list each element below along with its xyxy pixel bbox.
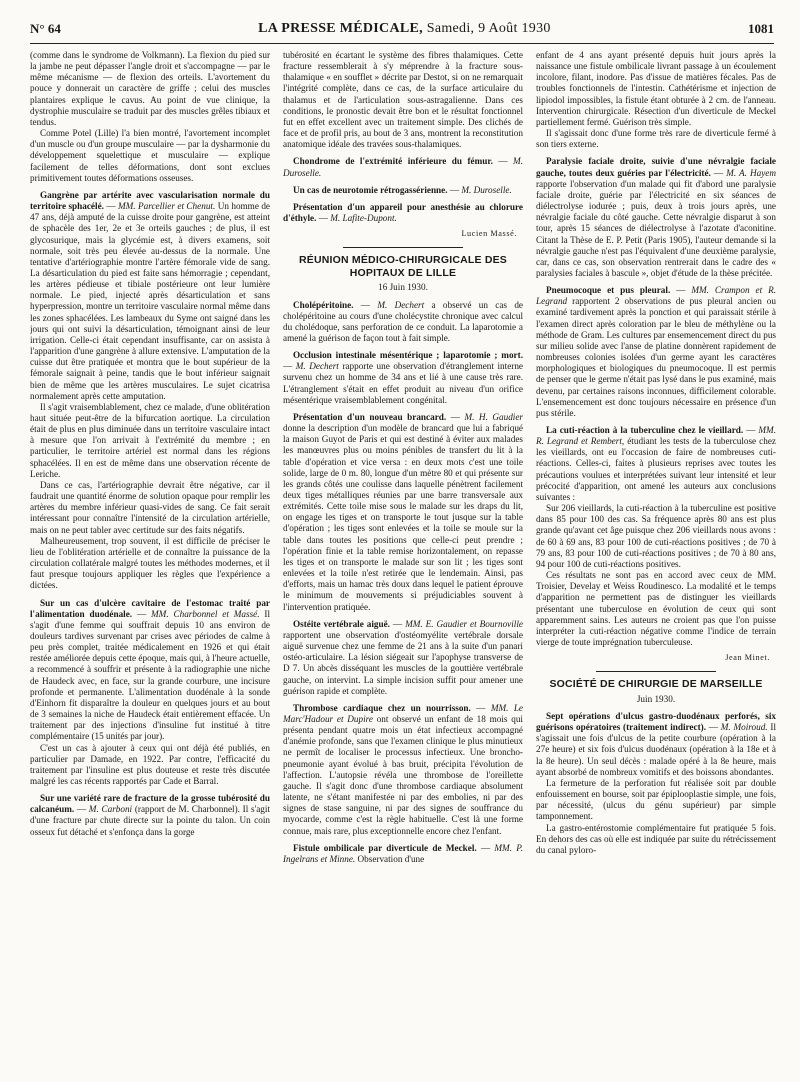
paragraph: tubérosité en écartant le système des fibres thalamiques. Cette fracture ressemblerait à s'y méprendre à la fracture sous-thalamique « en soufflet » décrite par Destot, si on ne remarquait l'intégrité complète, dans ce cas, de la surface articulaire du thalamus et de l'articulation sous-astragalienne. Dans ces conditions, le pronostic devait être bon et le résultat fonctionnel fut en effet excellent avec un traitement simple. Des clichés de face et de profil pris, au bout de 3 ans, montrent la reconstitution anatomique idéale des travées sous-thalamiques.: [283, 50, 523, 150]
abstract-text: Il s'agit d'une femme qui souffrait depuis 10 ans environ de douleurs tardives survenant par crises avec périodes de calme à peu près complet, traitée médicalement en 1926 et qui était restée améliorée depuis cette époque, mais qui, à l'heure actuelle, a recommencé à souffrir et présente à la radiographie une niche de Haudeck avec, en face, sur la grande courbure, une incisure profonde et permanente. L'alimentation duodénale à la sonde d'Einhorn fit disparaître la douleur en quelques jours et au bout de 3 semaines la niche de Haudeck était entièrement effacée. Un traitement par des injections d'insuline fut institué à titre complémentaire (15 unités par jour).: [30, 608, 270, 742]
abstract-text: donne la description d'un modèle de brancard que lui a fabriqué la maison Guyot de Paris et qui est destiné à éviter aux malades les manœuvres plus ou moins pénibles de transfert du lit à la table d'opération et vice versa : en deux mots c'est une toile solide, large de 0 m. 80, longue d'un mètre 80 et qui présente sur les grands côtés une coulisse dans laquelle pénètrent facilement deux tiges métalliques réunies par une barre transversale aux extrémités. Cette toile mise sous le malade sur les draps du lit, on engage les tiges et on transporte le tout jusque sur la table d'opération ; les tiges sont enlevées et la toile se moule sur la table dans toutes les positions que celle-ci peut prendre ; l'opération finie et la table remise horizontalement, on repasse les tiges et on transporte le malade sur son lit ; les tiges sont enlevées et la toile n'est retirée que le lendemain. Ainsi, pas d'efforts, mais un hamac très doux dans lequel le patient éprouve le minimum de mouvements si préjudiciables souvent à l'intervention pratiquée.: [283, 423, 523, 612]
signature: Lucien Massé.: [461, 229, 517, 239]
paragraph: Comme Potel (Lille) l'a bien montré, l'avortement incomplet d'un muscle ou d'un groupe musculaire — par la dysharmonie du développement squelettique et musculaire — explique facilement de telles déformations, dont sont exclues primitivement toutes déformations osseuses.: [30, 128, 270, 183]
column-2: [283, 50, 523, 1074]
abstract-authors: MM. Le Marc'Hadour et Dupire: [283, 702, 523, 724]
abstract-authors: M. Moiroud.: [720, 722, 768, 733]
abstract-text: Observation d'une: [355, 853, 425, 864]
abstract-entry: Présentation d'un appareil pour anesthésie au chlorure d'éthyle. — M. Lafite-Dupont.: [283, 201, 523, 224]
abstract-authors: M. Carboni: [88, 804, 133, 815]
abstract-entry: Un cas de neurotomie rétrogassérienne. — M. Duroselle.: [293, 184, 512, 195]
abstract-entry: Thrombose cardiaque chez un nourrisson. — MM. Le Marc'Hadour et Dupire ont observé un enfant de 18 mois qui présenta pendant quatre mois un état infectieux accompagné d'anémie profonde, sans que l'examen clinique le plus minutieux ne permît de localiser le processus infectieux. Une broncho-pneumonie ayant évolué à bas bruit, précipita l'évolution de l'affection. L'autopsie révéla une thrombose de l'oreillette gauche. Il s'agit donc d'une thrombose cardiaque absolument latente, ne s'étant manifestée ni par des embolies, ni par des signes de stase sanguine, ni par des signes de souffrance du myocarde, comme c'est la règle habituelle. C'est là une forme connue, mais rare, plus exceptionnelle encore chez l'enfant.: [283, 702, 523, 836]
abstract-entry: Sur un cas d'ulcère cavitaire de l'estomac traité par l'alimentation duodénale. — MM. Charbonnel et Massé. Il s'agit d'une femme qui souffrait depuis 10 ans environ de douleurs tardives survenant par crises avec périodes de calme à peu près complet, traitée médicalement en 1926 et qui était restée améliorée depuis cette époque, mais qui, à l'heure actuelle, a recommencé à souffrir et présente à la radiographie une niche de Haudeck avec, en face, sur la grande courbure, une incisure profonde et permanente. L'alimentation duodénale à la sonde d'Einhorn fit disparaître la douleur en quelques jours et au bout de 3 semaines la niche de Haudeck était entièrement effacée. Un traitement par des injections d'insuline fut institué à titre complémentaire (15 unités par jour).: [30, 597, 270, 742]
abstract-title: Fistule ombilicale par diverticule de Meckel.: [293, 842, 477, 853]
paragraph: La gastro-entérostomie complémentaire fut pratiquée 5 fois. En dehors des cas où elle est indiquée par suite du rétrécissement du canal pyloro-: [536, 822, 776, 855]
abstract-entry: La cuti-réaction à la tuberculine chez le vieillard. — MM. R. Legrand et Rembert, étudiant les tests de la tuberculose chez les vieillards, ont eu l'occasion de faire de nombreuses cuti-réactions. Celles-ci, faites à plusieurs reprises avec toutes les précautions voulues et interprétées suivant leur intensité et leur précocité d'apparition, ont amené les auteurs aux conclusions suivantes :: [536, 425, 776, 502]
section-date: Juin 1930.: [636, 693, 676, 704]
section-divider: [343, 247, 463, 248]
abstract-entry: Ostéite vertébrale aiguë. — MM. E. Gaudier et Bournoville rapportent une observation d'ostéomyélite vertébrale dorsale aiguë survenue chez une femme de 21 ans à la suite d'un panari ostéo-articulaire. La lésion siégeait sur l'apophyse transverse de D 7. Un abcès disséquant les muscles de la gouttière vertébrale gauche, on intervint. La simple incision suffit pour amener une guérison rapide et complète.: [283, 618, 523, 696]
abstract-text: Il s'agissait une fois d'ulcus de la petite courbure (opération à la 27e heure) et six fois d'ulcus duodénaux (opération à la 18e et à la 8e heure). Un seul décès : malade opéré à la 8e heure, mais ayant absorbé de nombreux vomitifs et des boissons abondantes.: [536, 722, 776, 777]
section-divider: [596, 671, 716, 672]
abstract-title: Présentation d'un nouveau brancard.: [293, 411, 447, 422]
abstract-text: rapportent 2 observations de pus pleural ancien ou examiné tardivement après la ponction et qui paraissait stérile à l'examen direct après coloration par le bleu de méthylène ou la méthode de Gram. Les cultures par ensemencement direct du pus sur milieu solide avec l'anse de platine donnèrent rapidement de nombreuses colonies isolées d'un germe ayant les caractères morphologiques et biologiques du pneumocoque. Il est permis de penser que le germe n'était pas lysé dans le pus examiné, mais devenu, par certaines raisons inconnues, difficilement colorable. L'ensemencement est donc toujours nécessaire en présence d'un pus stérile.: [536, 296, 776, 418]
abstract-text: étudiant les tests de la tuberculose chez les vieillards, ont eu l'occasion de faire de nombreuses cuti-réactions. Celles-ci, faites à plusieurs reprises avec toutes les précautions voulues et interprétées suivant leur intensité et leur précocité d'apparition, ont amené les auteurs aux conclusions suivantes :: [536, 436, 776, 502]
abstract-text: ont observé un enfant de 18 mois qui présenta pendant quatre mois un état infectieux accompagné d'anémie profonde, sans que l'examen clinique le plus minutieux ne permît de localiser le processus infectieux. Une broncho-pneumonie ayant évolué à bas bruit, précipita l'évolution de l'affection. L'autopsie révéla une thrombose de l'oreillette gauche. Il s'agit donc d'une thrombose cardiaque absolument latente, ne s'étant manifestée ni par des embolies, ni par des signes de stase sanguine, ni par des signes de souffrance du myocarde, comme c'est la règle habituelle. C'est là une forme connue, mais rare, plus exceptionnelle encore chez l'enfant.: [283, 713, 523, 836]
abstract-title: Sur un cas d'ulcère cavitaire de l'estomac traité par l'alimentation duodénale.: [30, 597, 270, 619]
abstract-title: Présentation d'un appareil pour anesthésie au chlorure d'éthyle.: [283, 201, 523, 224]
abstract-title: Thrombose cardiaque chez un nourrisson.: [293, 702, 471, 713]
paragraph: (comme dans le syndrome de Volkmann). La flexion du pied sur la jambe ne peut dépasser l'angle droit et s'accompagne — par le même mécanisme — de flexion des orteils. L'avortement du pouce y donnerait un caractère de griffe ; celui des muscles plantaires explique le cavus. Au point de vue clinique, la dystrophie musculaire se traduit par des muscles grêles tibiaux et tendus.: [30, 50, 270, 127]
abstract-entry: Occlusion intestinale mésentérique ; laparotomie ; mort. — M. Dechert rapporte une observation d'étranglement interne survenu chez un homme de 34 ans et lié à une cause très rare. L'étranglement s'était en effet produit au niveau d'un orifice mésentérique vraisemblablement congénital.: [283, 350, 523, 405]
paragraph: Ces résultats ne sont pas en accord avec ceux de MM. Troisier, Develay et Weiss Roudinesco. La modalité et le temps d'apparition ne permettent pas de distinguer les vieillards présentant une tuberculose en évolution de ceux qui sont apparemment sains. Les auteurs ne croient pas que l'on puisse interpréter la cuti-réaction négative comme l'indice de terrain vierge de toute imprégnation tuberculeuse.: [536, 570, 776, 647]
abstract-entry: Paralysie faciale droite, suivie d'une névralgie faciale gauche, toutes deux guéries par l'électricité. — M. A. Hayem rapporte l'observation d'un malade qui fit d'abord une paralysie faciale droite, guérie par l'électricité en six séances de diélectrolyse iodurée ; puis, deux à trois jours après, une névralgie faciale du côté gauche. Cette névralgie disparut à son tour, après 15 séances de diélectrolyse à l'azotate d'aconitine. Citant la Thèse de E. P. Petit (Paris 1905), l'auteur demande si la névralgie gauche n'est pas l'équivalent d'une deuxième paralysie, car, dans ce cas, son observation rentrerait dans le cadre des « paralysies faciales à bascule », objet d'étude de la thèse précitée.: [536, 156, 776, 278]
paragraph: Il s'agit vraisemblablement, chez ce malade, d'une oblitération haut située peut-être de la bifurcation aortique. La circulation était de plus en plus diminuée dans un territoire vasculaire intact à mesure que l'on arrivait à l'extrémité du membre ; en particulier, le territoire artériel est normal dans les régions sphacélées. Il en est de même dans une observation récente de Leriche.: [30, 401, 270, 479]
abstract-authors: MM. Crampon et R. Legrand: [536, 285, 776, 307]
section-title: RÉUNION MÉDICO-CHIRURGICALE DES HOPITAUX DE LILLE: [298, 254, 508, 279]
abstract-title: Cholépéritoine.: [293, 299, 354, 310]
abstract-authors: MM. Charbonnel et Massé.: [151, 608, 260, 619]
abstract-title: Gangrène par artérite avec vascularisation normale du territoire sphacélé.: [30, 189, 270, 212]
abstract-text: rapporte une observation d'étranglement interne survenu chez un homme de 34 ans et lié à une cause très rare. L'étranglement s'était en effet produit au niveau d'un orifice mésentérique vraisemblablement congénital.: [283, 361, 523, 405]
abstract-entry: Pneumocoque et pus pleural. — MM. Crampon et R. Legrand rapportent 2 observations de pus pleural ancien ou examiné tardivement après la ponction et qui paraissait stérile à l'examen direct après coloration par le bleu de méthylène ou la méthode de Gram. Les cultures par ensemencement direct du pus sur milieu solide avec l'anse de platine donnèrent rapidement de nombreuses colonies isolées d'un germe ayant les caractères morphologiques et biologiques du pneumocoque. Il est permis de penser que le germe n'était pas lysé dans le pus examiné, mais devenu, par certaines raisons inconnues, difficilement colorable. L'ensemencement est donc toujours nécessaire en présence d'un pus stérile.: [536, 285, 776, 418]
abstract-authors: MM. Parcellier et Chenut.: [118, 201, 216, 212]
abstract-authors: M. Lafite-Dupont.: [330, 213, 397, 224]
abstract-authors: MM. R. Legrand et Rembert,: [536, 425, 776, 447]
abstract-entry: Cholépéritoine. — M. Dechert a observé un cas de cholépéritoine au cours d'une cholécystite chronique avec calcul du cholédoque, sans perforation de ce conduit. La laparotomie a amené la guérison de façon tout à fait simple.: [283, 299, 523, 343]
abstract-authors: M. A. Hayem: [726, 167, 776, 178]
paragraph: La fermeture de la perforation fut réalisée soit par double enfouissement en bourse, soit par épiplooplastie simple, une fois, par nécessité, (ulcus du génu supérieur) par simple tamponnement.: [536, 777, 776, 822]
abstract-text: (rapport de M. Charbonnel). Il s'agit d'une fracture par chute directe sur la pointe du talon. Un coin osseux fut détaché et s'enfonça dans la gorge: [30, 804, 270, 837]
abstract-text: a observé un cas de cholépéritoine au cours d'une cholécystite chronique avec calcul du cholédoque, sans perforation de ce conduit. La laparotomie a amené la guérison de façon tout à fait simple.: [283, 299, 523, 343]
abstract-authors: M. Duroselle.: [283, 156, 523, 178]
abstract-title: Sur une variété rare de fracture de la grosse tubérosité du calcanéum.: [30, 793, 270, 815]
abstract-authors: M. Dechert: [295, 361, 339, 372]
abstract-title: Paralysie faciale droite, suivie d'une névralgie faciale gauche, toutes deux guéries par l'électricité.: [536, 156, 776, 178]
abstract-title: La cuti-réaction à la tuberculine chez le vieillard.: [546, 425, 744, 435]
issue-number: N° 64: [30, 21, 61, 36]
abstract-entry: Sept opérations d'ulcus gastro-duodénaux perforés, six guérisons opératoires (traitement indirect). — M. Moiroud. Il s'agissait une fois d'ulcus de la petite courbure (opération à la 27e heure) et six fois d'ulcus duodénaux (opération à la 18e et à la 8e heure). Un seul décès : malade opéré à la 8e heure, mais ayant absorbé de nombreux vomitifs et des boissons abondantes.: [536, 710, 776, 777]
paragraph: C'est un cas à ajouter à ceux qui ont déjà été publiés, en particulier par Damade, en 1922. Par contre, l'efficacité du traitement par l'insuline est plus douteuse et reste très discutée malgré les cas récents rapportés par Cade et Barral.: [30, 742, 270, 786]
abstract-title: Sept opérations d'ulcus gastro-duodénaux perforés, six guérisons opératoires (traitement indirect).: [536, 710, 776, 733]
abstract-authors: M. Duroselle.: [461, 184, 512, 195]
journal-title: [258, 21, 551, 37]
abstract-title: Chondrome de l'extrémité inférieure du fémur.: [293, 156, 493, 167]
abstract-authors: MM. P. Ingelrans et Minne.: [283, 842, 523, 864]
abstract-entry: Gangrène par artérite avec vascularisation normale du territoire sphacélé. — MM. Parcellier et Chenut. Un homme de 47 ans, déjà amputé de la cuisse droite pour gangrène, est atteint de sphacèle des 1er, 2e et 3e orteils gauches ; de plus, il est glycosurique, mais la glycémie est, à divers examens, soit normale, soit très peu élevée au-dessus de la normale. Une tentative d'artériographie montre l'artère fémorale vide de sang. La désarticulation du pied est faite sans hémorragie ; cependant, les artères pédieuse et tibiale postérieure ont leur lumière normale. Le pied, injecté après désarticulation et sans hyperpression, montre un territoire vasculaire normal même dans les zones sphacélées. Les lambeaux du Syme ont saigné dans les jours qui ont suivi la désarticulation, témoignant ainsi de leur irrigation. Celle-ci était cependant insuffisante, car on assista à l'apparition d'une gangrène à allure extensive. L'amputation de la cuisse dut être pratiquée et montra que le bout supérieur de la fémorale saignait à peine, tandis que le bout inférieur saignait bien de même que les artères musculaires. Le sujet cicatrisa normalement après cette amputation.: [30, 189, 270, 401]
signature: Jean Minet.: [725, 653, 770, 663]
abstract-authors: M. H. Gaudier: [464, 411, 523, 422]
abstract-title: Occlusion intestinale mésentérique ; laparotomie ; mort.: [293, 350, 523, 361]
page-number: 1081: [748, 21, 774, 36]
abstract-entry: Sur une variété rare de fracture de la grosse tubérosité du calcanéum. — M. Carboni (rapport de M. Charbonnel). Il s'agit d'une fracture par chute directe sur la pointe du talon. Un coin osseux fut détaché et s'enfonça dans la gorge: [30, 793, 270, 837]
abstract-authors: M. Dechert: [377, 299, 425, 310]
issue-date: Samedi, 9 Août 1930: [422, 21, 551, 36]
column-1: [30, 50, 270, 1074]
abstract-text: rapportent une observation d'ostéomyélite vertébrale dorsale aiguë survenue chez une femme de 21 ans à la suite d'un panari ostéo-articulaire. La lésion siégeait sur l'apophyse transverse de D 7. Un abcès disséquant les muscles de la gouttière vertébrale gauche, on intervint. La simple incision suffit pour amener une guérison rapide et complète.: [283, 629, 523, 696]
column-3: [536, 50, 776, 1074]
paragraph: Il s'agissait donc d'une forme très rare de diverticule fermé à son tiers externe.: [536, 128, 776, 150]
journal-name: LA PRESSE MÉDICALE,: [258, 21, 423, 36]
article-columns: [30, 50, 776, 1074]
abstract-text: Un homme de 47 ans, déjà amputé de la cuisse droite pour gangrène, est atteint de sphacèle des 1er, 2e et 3e orteils gauches ; de plus, il est glycosurique, mais la glycémie est, à divers examens, soit normale, soit très peu élevée au-dessus de la normale. Une tentative d'artériographie montre l'artère fémorale vide de sang. La désarticulation du pied est faite sans hémorragie ; cependant, les artères pédieuse et tibiale postérieure ont leur lumière normale. Le pied, injecté après désarticulation et sans hyperpression, montre un territoire vasculaire normal même dans les zones sphacélées. Les lambeaux du Syme ont saigné dans les jours qui ont suivi la désarticulation, témoignant ainsi de leur irrigation. Celle-ci était cependant insuffisante, car on assista à l'apparition d'une gangrène à allure extensive. L'amputation de la cuisse dut être pratiquée et montra que le bout supérieur de la fémorale saignait à peine, tandis que le bout inférieur saignait bien de même que les artères musculaires. Le sujet cicatrisa normalement après cette amputation.: [30, 201, 270, 401]
section-title: SOCIÉTÉ DE CHIRURGIE DE MARSEILLE: [549, 678, 763, 691]
paragraph: Sur 206 vieillards, la cuti-réaction à la tuberculine est positive dans 85 pour 100 des cas. Sa fréquence après 80 ans est plus grande qu'avant cet âge puisque chez 206 vieillards nous avons : de 60 à 69 ans, 83 pour 100 de cuti-réactions positives ; de 70 à 79 ans, 83 pour 100 de cuti-réactions positives ; de 70 à 80 ans, 94 pour 100 de cuti-réactions positives.: [536, 503, 776, 569]
abstract-authors: MM. E. Gaudier et Bournoville: [405, 618, 523, 629]
paragraph: Malheureusement, trop souvent, il est difficile de préciser le lieu de l'oblitération artérielle et de connaître la puissance de la circulation collatérale malgré toutes les méthodes modernes, et il faut presque toujours appliquer les règles que l'expérience a dictées.: [30, 535, 270, 591]
abstract-entry: Chondrome de l'extrémité inférieure du fémur. — M. Duroselle.: [283, 156, 523, 178]
paragraph: enfant de 4 ans ayant présenté depuis huit jours après la naissance une fistule ombilicale livrant passage à un écoulement incolore, filant, inodore. Pas d'issue de matières fécales. Pas de troubles fonctionnels de l'intestin. Cathétérisme et injection de lipiodol impossibles, la fistule étant obturée à 2 cm. de l'anneau. Intervention chirurgicale. Résection d'un diverticule de Meckel partiellement fermé. Guérison très simple.: [536, 50, 776, 127]
abstract-text: rapporte l'observation d'un malade qui fit d'abord une paralysie faciale droite, guérie par l'électricité en six séances de diélectrolyse iodurée ; puis, deux à trois jours après, une névralgie faciale du côté gauche. Cette névralgie disparut à son tour, après 15 séances de diélectrolyse à l'azotate d'aconitine. Citant la Thèse de E. P. Petit (Paris 1905), l'auteur demande si la névralgie gauche n'est pas l'équivalent d'une deuxième paralysie, car, dans ce cas, son observation rentrerait dans le cadre des « paralysies faciales à bascule », objet d'étude de la thèse précitée.: [536, 178, 776, 278]
section-date: 16 Juin 1930.: [378, 282, 428, 293]
abstract-entry: Présentation d'un nouveau brancard. — M. H. Gaudier donne la description d'un modèle de brancard que lui a fabriqué la maison Guyot de Paris et qui est destiné à éviter aux malades les manœuvres plus ou moins pénibles de transfert du lit à la table d'opération et vice versa : en deux mots c'est une toile solide, large de 0 m. 80, longue d'un mètre 80 et qui présente sur les grands côtés une coulisse dans laquelle pénètrent facilement deux tiges métalliques réunies par une barre transversale aux extrémités. Cette toile mise sous le malade sur les draps du lit, on engage les tiges et on transporte le tout jusque sur la table d'opération ; les tiges sont enlevées et la toile se moule sur la table dans toutes les positions que celle-ci peut prendre ; l'opération finie et la table remise horizontalement, on repasse les tiges et on transporte le malade sur son lit ; les tiges sont enlevées et la toile n'est retirée que le lendemain. Ainsi, pas d'efforts, mais un hamac très doux dans lequel le patient éprouve le minimum de mouvements si préjudiciables souvent à l'intervention pratiquée.: [283, 411, 523, 612]
abstract-title: Un cas de neurotomie rétrogassérienne.: [293, 184, 448, 195]
abstract-entry: Fistule ombilicale par diverticule de Meckel. — MM. P. Ingelrans et Minne. Observation d'une: [283, 842, 523, 864]
header-rule: [30, 43, 774, 44]
abstract-title: Pneumocoque et pus pleural.: [546, 285, 671, 296]
paragraph: Dans ce cas, l'artériographie devrait être négative, car il faudrait une quantité énorme de solution opaque pour remplir les artères du membre inférieur quasi-vides de sang. Ce fait serait intéressant pour connaître l'intensité de la circulation artérielle, mais on ne peut tabler avec certitude sur des faits négatifs.: [30, 479, 270, 535]
page-header: [30, 18, 774, 40]
abstract-title: Ostéite vertébrale aiguë.: [293, 618, 390, 629]
